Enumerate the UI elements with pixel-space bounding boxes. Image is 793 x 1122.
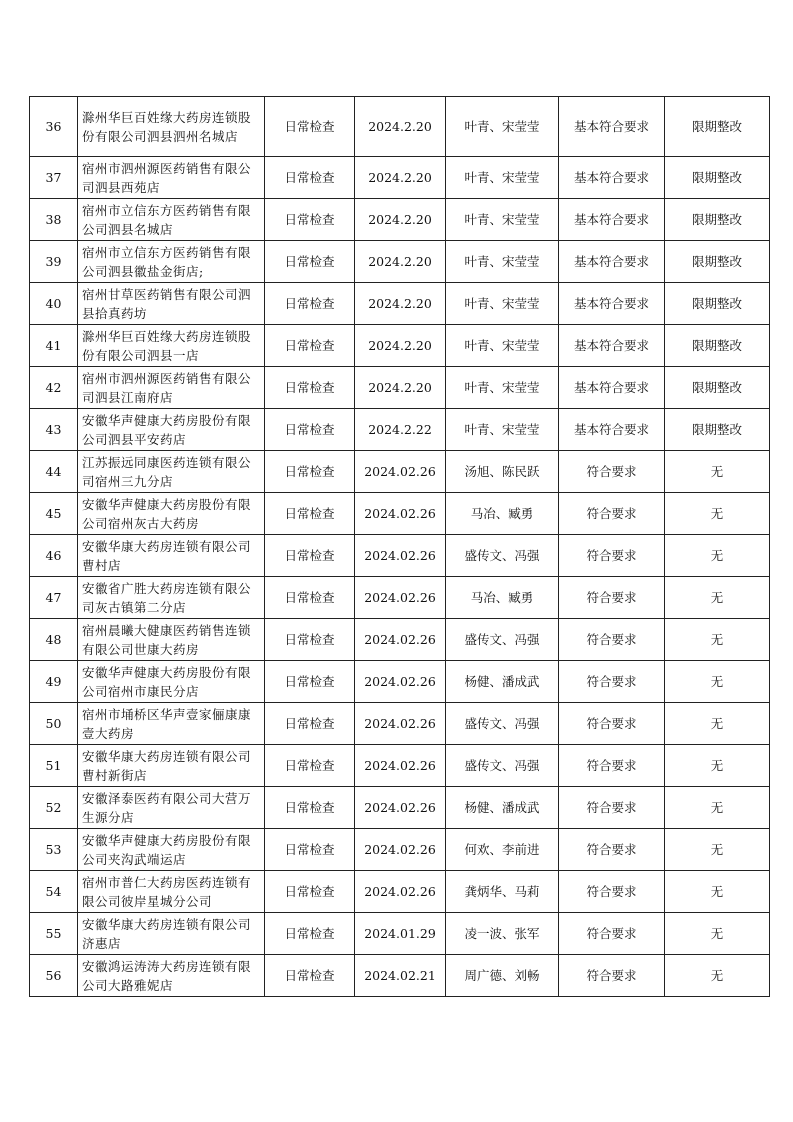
- inspection-date-cell: 2024.02.26: [355, 871, 446, 913]
- inspectors-cell: 叶青、宋莹莹: [446, 367, 559, 409]
- handling-action-cell: 无: [665, 451, 770, 493]
- pharmacy-name-cell: 宿州市立信东方医药销售有限公司泗县名城店: [78, 199, 265, 241]
- table-row: [30, 745, 770, 787]
- inspection-type-cell: 日常检查: [265, 745, 355, 787]
- handling-action-cell: 无: [665, 619, 770, 661]
- handling-action-cell: 无: [665, 787, 770, 829]
- inspection-type-cell: 日常检查: [265, 661, 355, 703]
- inspection-date-cell: 2024.2.20: [355, 325, 446, 367]
- row-number-cell: 51: [30, 745, 78, 787]
- row-number-cell: 49: [30, 661, 78, 703]
- inspection-result-cell: 符合要求: [559, 913, 665, 955]
- row-number-cell: 38: [30, 199, 78, 241]
- inspection-result-cell: 符合要求: [559, 661, 665, 703]
- row-number-cell: 36: [30, 97, 78, 157]
- table-row: [30, 241, 770, 283]
- inspection-type-cell: 日常检查: [265, 703, 355, 745]
- inspectors-cell: 叶青、宋莹莹: [446, 283, 559, 325]
- inspection-date-cell: 2024.02.26: [355, 535, 446, 577]
- row-number-cell: 52: [30, 787, 78, 829]
- inspection-type-cell: 日常检查: [265, 97, 355, 157]
- inspection-result-cell: 基本符合要求: [559, 241, 665, 283]
- inspection-result-cell: 符合要求: [559, 535, 665, 577]
- row-number-cell: 44: [30, 451, 78, 493]
- handling-action-cell: 无: [665, 913, 770, 955]
- row-number-cell: 40: [30, 283, 78, 325]
- table-row: [30, 535, 770, 577]
- inspectors-cell: 杨健、潘成武: [446, 661, 559, 703]
- inspection-result-cell: 符合要求: [559, 493, 665, 535]
- pharmacy-name-cell: 宿州甘草医药销售有限公司泗县拾真药坊: [78, 283, 265, 325]
- inspection-date-cell: 2024.2.20: [355, 97, 446, 157]
- inspection-result-cell: 符合要求: [559, 451, 665, 493]
- pharmacy-name-cell: 安徽泽泰医药有限公司大营万生源分店: [78, 787, 265, 829]
- inspection-result-cell: 符合要求: [559, 871, 665, 913]
- inspectors-cell: 叶青、宋莹莹: [446, 409, 559, 451]
- inspection-date-cell: 2024.2.22: [355, 409, 446, 451]
- pharmacy-name-cell: 安徽华康大药房连锁有限公司曹村店: [78, 535, 265, 577]
- inspectors-cell: 叶青、宋莹莹: [446, 157, 559, 199]
- table-row: [30, 283, 770, 325]
- row-number-cell: 48: [30, 619, 78, 661]
- table-row: [30, 913, 770, 955]
- inspectors-cell: 叶青、宋莹莹: [446, 325, 559, 367]
- inspection-result-cell: 符合要求: [559, 745, 665, 787]
- table-row: [30, 829, 770, 871]
- inspectors-cell: 盛传文、冯强: [446, 619, 559, 661]
- inspection-type-cell: 日常检查: [265, 577, 355, 619]
- handling-action-cell: 限期整改: [665, 97, 770, 157]
- inspection-result-cell: 基本符合要求: [559, 409, 665, 451]
- inspection-date-cell: 2024.01.29: [355, 913, 446, 955]
- inspection-date-cell: 2024.02.26: [355, 493, 446, 535]
- inspectors-cell: 何欢、李前进: [446, 829, 559, 871]
- pharmacy-name-cell: 安徽华康大药房连锁有限公司曹村新街店: [78, 745, 265, 787]
- table-row: [30, 871, 770, 913]
- inspection-result-cell: 基本符合要求: [559, 199, 665, 241]
- table-row: [30, 787, 770, 829]
- inspection-date-cell: 2024.2.20: [355, 283, 446, 325]
- inspection-result-cell: 符合要求: [559, 577, 665, 619]
- inspection-result-cell: 符合要求: [559, 829, 665, 871]
- inspectors-cell: 盛传文、冯强: [446, 745, 559, 787]
- inspectors-cell: 叶青、宋莹莹: [446, 199, 559, 241]
- inspection-type-cell: 日常检查: [265, 283, 355, 325]
- inspection-type-cell: 日常检查: [265, 871, 355, 913]
- inspectors-cell: 凌一波、张军: [446, 913, 559, 955]
- inspection-type-cell: 日常检查: [265, 787, 355, 829]
- handling-action-cell: 无: [665, 955, 770, 997]
- inspection-type-cell: 日常检查: [265, 367, 355, 409]
- handling-action-cell: 限期整改: [665, 367, 770, 409]
- inspection-result-cell: 符合要求: [559, 955, 665, 997]
- pharmacy-name-cell: 宿州市泗州源医药销售有限公司泗县西苑店: [78, 157, 265, 199]
- pharmacy-name-cell: 宿州市普仁大药房医药连锁有限公司彼岸星城分公司: [78, 871, 265, 913]
- handling-action-cell: 无: [665, 703, 770, 745]
- inspection-date-cell: 2024.02.21: [355, 955, 446, 997]
- inspection-type-cell: 日常检查: [265, 451, 355, 493]
- handling-action-cell: 无: [665, 577, 770, 619]
- pharmacy-name-cell: 宿州晨曦大健康医药销售连锁有限公司世康大药房: [78, 619, 265, 661]
- inspectors-cell: 盛传文、冯强: [446, 535, 559, 577]
- table-row: [30, 703, 770, 745]
- inspectors-cell: 周广德、刘畅: [446, 955, 559, 997]
- table-row: [30, 367, 770, 409]
- handling-action-cell: 限期整改: [665, 157, 770, 199]
- inspection-type-cell: 日常检查: [265, 535, 355, 577]
- pharmacy-name-cell: 安徽华声健康大药房股份有限公司宿州市康民分店: [78, 661, 265, 703]
- inspection-date-cell: 2024.02.26: [355, 745, 446, 787]
- inspectors-cell: 马冶、臧勇: [446, 577, 559, 619]
- table-row: [30, 157, 770, 199]
- pharmacy-name-cell: 宿州市泗州源医药销售有限公司泗县江南府店: [78, 367, 265, 409]
- row-number-cell: 39: [30, 241, 78, 283]
- table-row: [30, 661, 770, 703]
- pharmacy-name-cell: 安徽华声健康大药房股份有限公司夹沟武端运店: [78, 829, 265, 871]
- pharmacy-name-cell: 滁州华巨百姓缘大药房连锁股份有限公司泗县一店: [78, 325, 265, 367]
- row-number-cell: 56: [30, 955, 78, 997]
- inspection-type-cell: 日常检查: [265, 913, 355, 955]
- handling-action-cell: 无: [665, 535, 770, 577]
- row-number-cell: 37: [30, 157, 78, 199]
- pharmacy-name-cell: 江苏振远同康医药连锁有限公司宿州三九分店: [78, 451, 265, 493]
- row-number-cell: 55: [30, 913, 78, 955]
- inspectors-cell: 龚炳华、马莉: [446, 871, 559, 913]
- table-row: [30, 325, 770, 367]
- handling-action-cell: 无: [665, 493, 770, 535]
- row-number-cell: 42: [30, 367, 78, 409]
- handling-action-cell: 限期整改: [665, 241, 770, 283]
- inspection-result-cell: 符合要求: [559, 619, 665, 661]
- inspection-type-cell: 日常检查: [265, 157, 355, 199]
- inspectors-cell: 马冶、臧勇: [446, 493, 559, 535]
- inspection-date-cell: 2024.2.20: [355, 367, 446, 409]
- pharmacy-name-cell: 宿州市立信东方医药销售有限公司泗县徽盐金街店;: [78, 241, 265, 283]
- table-row: [30, 955, 770, 997]
- table-body: [30, 97, 770, 997]
- table-row: [30, 199, 770, 241]
- table-row: [30, 97, 770, 157]
- pharmacy-name-cell: 滁州华巨百姓缘大药房连锁股份有限公司泗县泗州名城店: [78, 97, 265, 157]
- inspection-result-cell: 基本符合要求: [559, 283, 665, 325]
- table-row: [30, 451, 770, 493]
- pharmacy-name-cell: 安徽华康大药房连锁有限公司济惠店: [78, 913, 265, 955]
- handling-action-cell: 无: [665, 829, 770, 871]
- row-number-cell: 46: [30, 535, 78, 577]
- handling-action-cell: 限期整改: [665, 199, 770, 241]
- pharmacy-name-cell: 宿州市埇桥区华声壹家俪康康壹大药房: [78, 703, 265, 745]
- handling-action-cell: 无: [665, 745, 770, 787]
- inspection-type-cell: 日常检查: [265, 199, 355, 241]
- row-number-cell: 53: [30, 829, 78, 871]
- handling-action-cell: 限期整改: [665, 325, 770, 367]
- inspection-date-cell: 2024.02.26: [355, 787, 446, 829]
- table-row: [30, 409, 770, 451]
- pharmacy-name-cell: 安徽鸿运涛涛大药房连锁有限公司大路雅妮店: [78, 955, 265, 997]
- inspectors-cell: 杨健、潘成武: [446, 787, 559, 829]
- row-number-cell: 54: [30, 871, 78, 913]
- handling-action-cell: 限期整改: [665, 283, 770, 325]
- inspectors-cell: 汤旭、陈民跃: [446, 451, 559, 493]
- pharmacy-name-cell: 安徽华声健康大药房股份有限公司泗县平安药店: [78, 409, 265, 451]
- inspection-date-cell: 2024.02.26: [355, 661, 446, 703]
- inspection-type-cell: 日常检查: [265, 619, 355, 661]
- inspection-date-cell: 2024.02.26: [355, 619, 446, 661]
- inspection-type-cell: 日常检查: [265, 325, 355, 367]
- inspection-date-cell: 2024.02.26: [355, 703, 446, 745]
- inspection-result-cell: 基本符合要求: [559, 367, 665, 409]
- inspectors-cell: 盛传文、冯强: [446, 703, 559, 745]
- inspection-result-cell: 符合要求: [559, 787, 665, 829]
- handling-action-cell: 无: [665, 871, 770, 913]
- handling-action-cell: 限期整改: [665, 409, 770, 451]
- inspection-result-cell: 基本符合要求: [559, 97, 665, 157]
- inspection-date-cell: 2024.02.26: [355, 577, 446, 619]
- inspection-type-cell: 日常检查: [265, 493, 355, 535]
- table-row: [30, 577, 770, 619]
- inspection-date-cell: 2024.02.26: [355, 451, 446, 493]
- row-number-cell: 41: [30, 325, 78, 367]
- inspection-date-cell: 2024.2.20: [355, 199, 446, 241]
- inspection-type-cell: 日常检查: [265, 955, 355, 997]
- table-row: [30, 493, 770, 535]
- inspection-type-cell: 日常检查: [265, 409, 355, 451]
- inspection-table: [29, 96, 770, 997]
- handling-action-cell: 无: [665, 661, 770, 703]
- inspection-date-cell: 2024.02.26: [355, 829, 446, 871]
- inspection-type-cell: 日常检查: [265, 241, 355, 283]
- row-number-cell: 50: [30, 703, 78, 745]
- inspection-result-cell: 符合要求: [559, 703, 665, 745]
- row-number-cell: 43: [30, 409, 78, 451]
- inspection-date-cell: 2024.2.20: [355, 157, 446, 199]
- pharmacy-name-cell: 安徽省广胜大药房连锁有限公司灰古镇第二分店: [78, 577, 265, 619]
- inspection-result-cell: 基本符合要求: [559, 157, 665, 199]
- inspectors-cell: 叶青、宋莹莹: [446, 97, 559, 157]
- table-row: [30, 619, 770, 661]
- inspectors-cell: 叶青、宋莹莹: [446, 241, 559, 283]
- inspection-result-cell: 基本符合要求: [559, 325, 665, 367]
- row-number-cell: 47: [30, 577, 78, 619]
- inspection-date-cell: 2024.2.20: [355, 241, 446, 283]
- inspection-type-cell: 日常检查: [265, 829, 355, 871]
- pharmacy-name-cell: 安徽华声健康大药房股份有限公司宿州灰古大药房: [78, 493, 265, 535]
- row-number-cell: 45: [30, 493, 78, 535]
